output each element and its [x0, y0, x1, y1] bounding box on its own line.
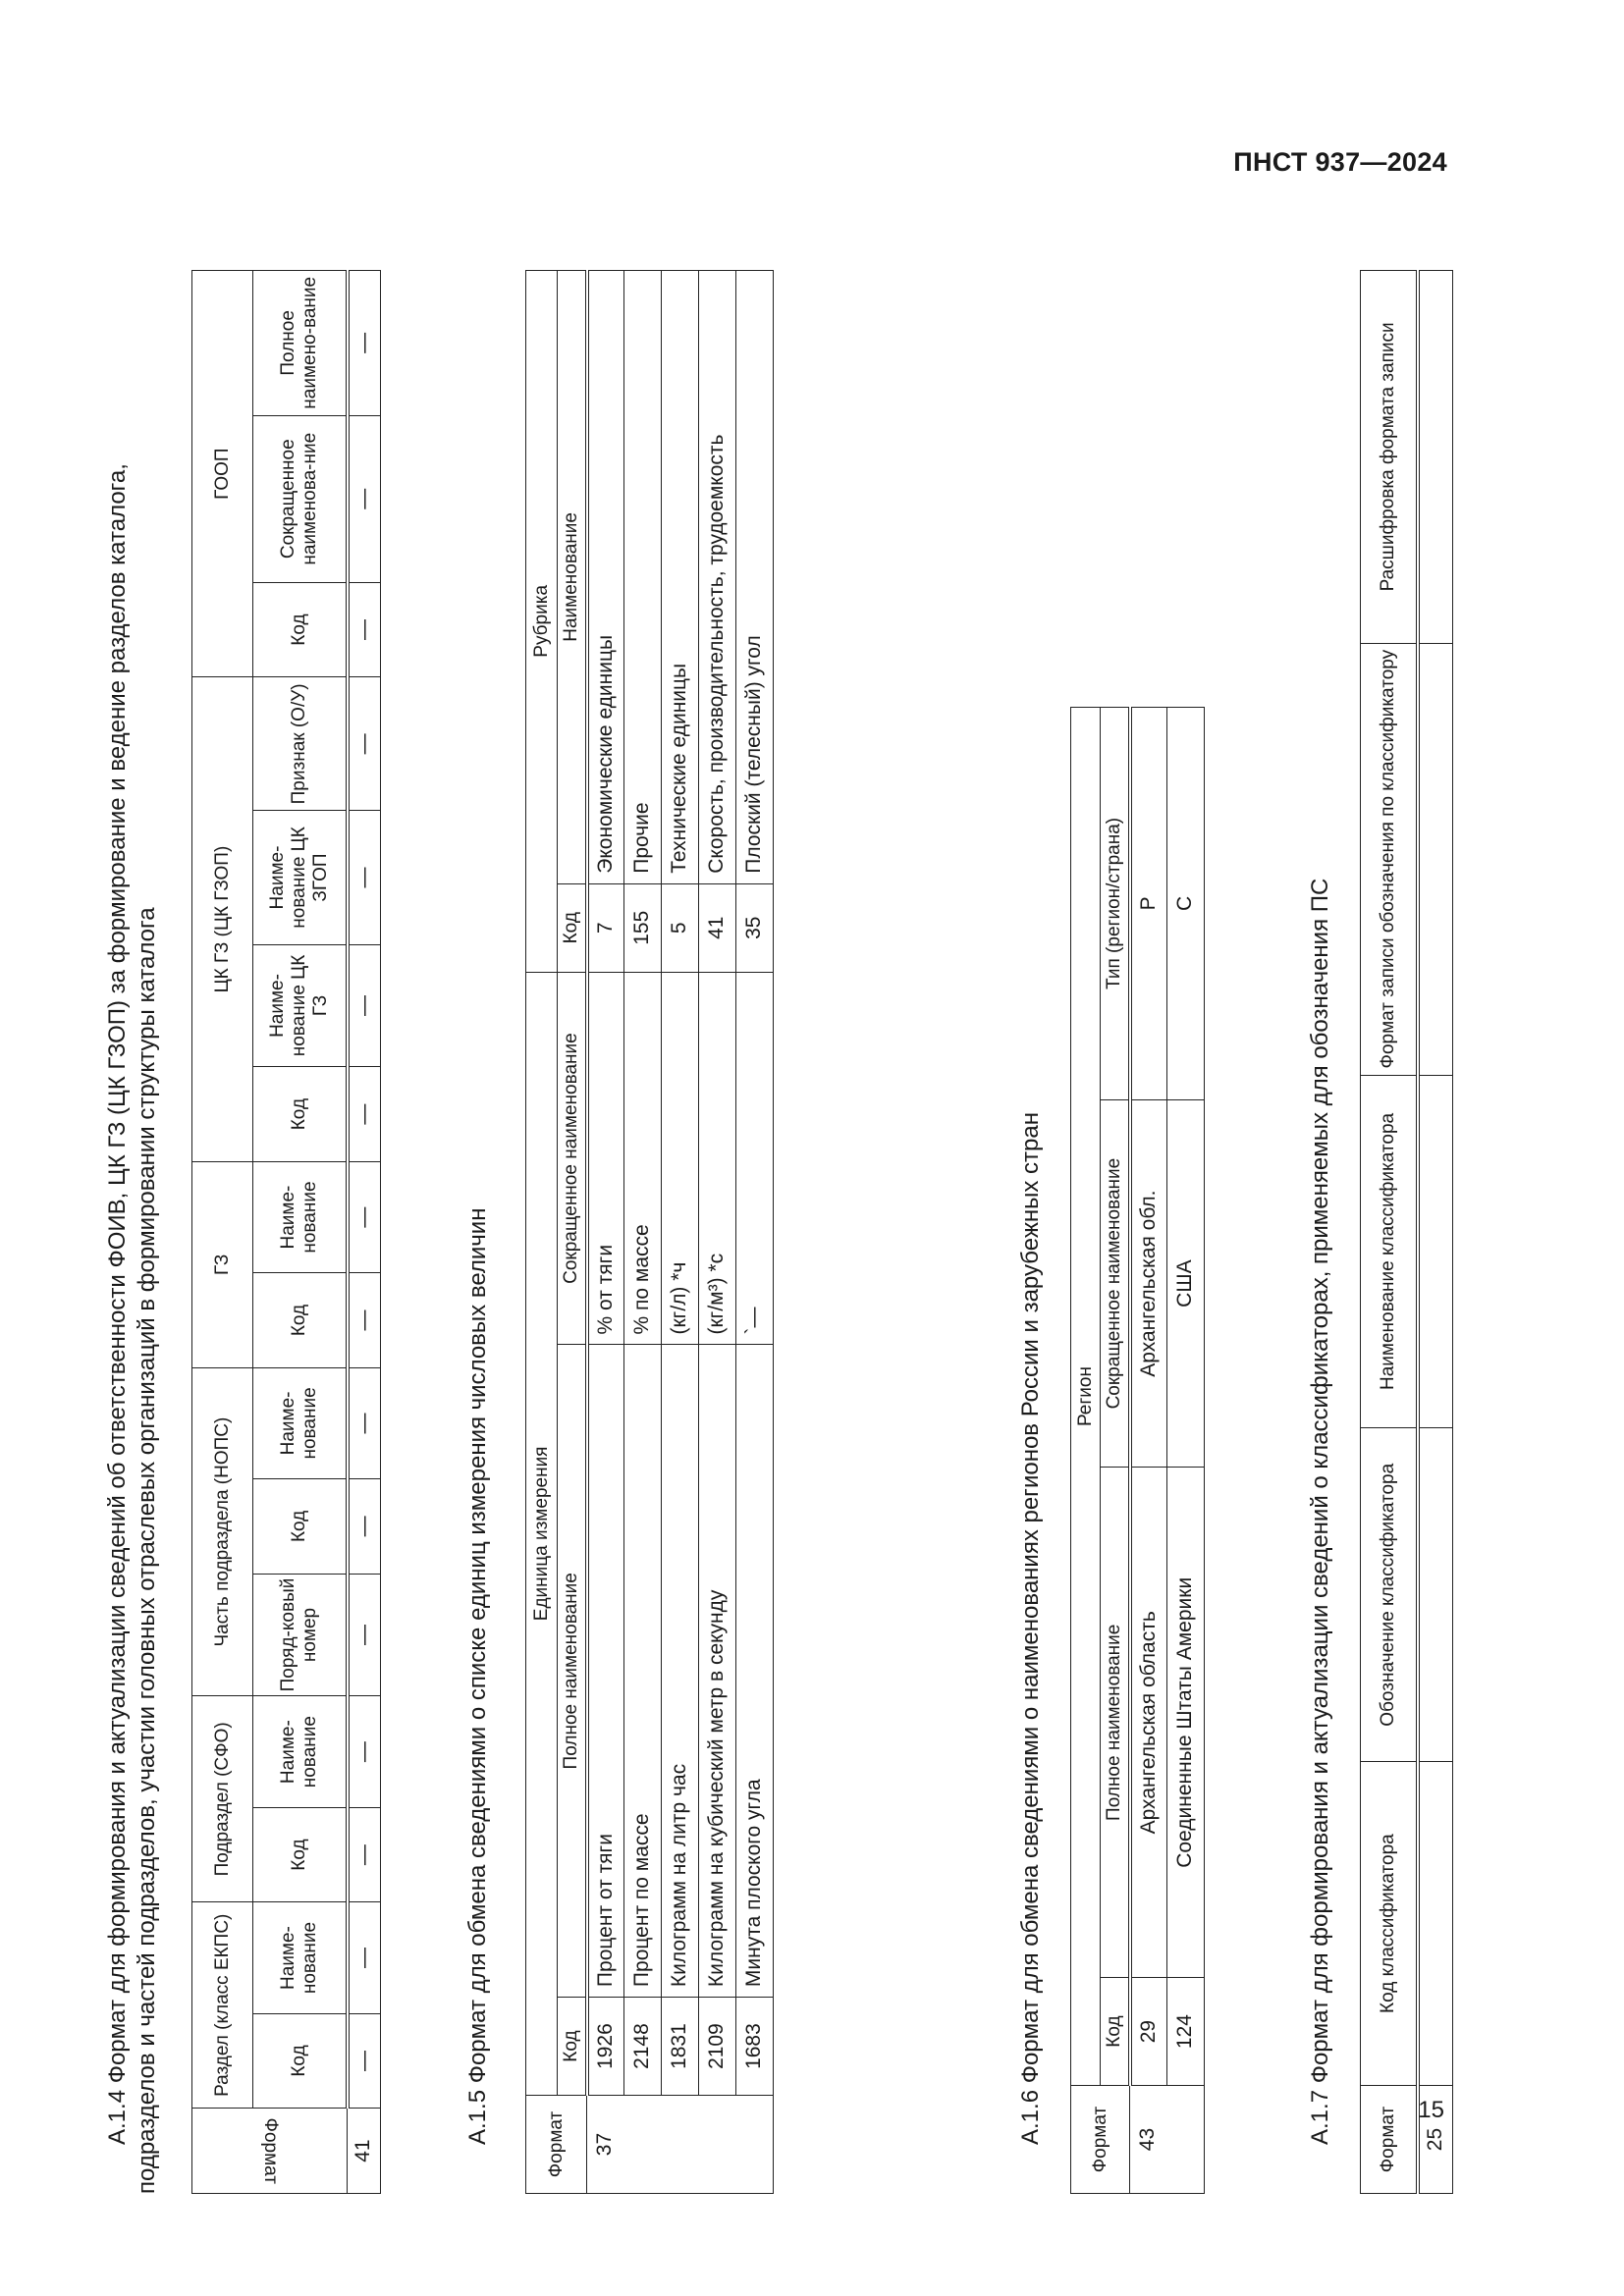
- a16-h-kod: Код: [1101, 1978, 1130, 2086]
- a15-kod: 1926: [587, 1998, 624, 2096]
- a15-rkod: 5: [662, 883, 699, 972]
- a15-kod: 1831: [662, 1998, 699, 2096]
- a16-type: Р: [1130, 708, 1167, 1100]
- a14-h-kod: Код: [253, 2013, 348, 2108]
- caption-a14-line1: А.1.4 Формат для формирования и актуализации сведений об ответственности ФОИВ, ЦК ГЗ (ЦК ГЗОП) за формирование и ведение разделов каталога,: [104, 463, 131, 2145]
- page-number: 15: [1418, 2097, 1444, 2123]
- a15-rname: Скорость, производительность, трудоемкость: [699, 271, 736, 884]
- a16-short: Архангельская обл.: [1130, 1099, 1167, 1468]
- a15-rname: Технические единицы: [662, 271, 699, 884]
- a15-rkod: 7: [587, 883, 624, 972]
- a14-h-kod: Код: [253, 1273, 348, 1367]
- a14-h-kod: Код: [253, 1479, 348, 1574]
- a14-header-chast: Часть подраздела (НОПС): [192, 1367, 253, 1696]
- caption-a14-line2: подразделов и частей подразделов, участии головных отраслевых организаций в формировании структуры каталога: [134, 907, 160, 2194]
- a15-full: Процент по массе: [624, 1345, 662, 1998]
- caption-a16: А.1.6 Формат для обмена сведениями о наименованиях регионов России и зарубежных стран: [1017, 1112, 1044, 2145]
- table-a15: [525, 270, 774, 2194]
- a14-cell: —: [348, 415, 381, 582]
- a16-format-cell: 43: [1130, 2086, 1205, 2194]
- a14-cell: —: [348, 1807, 381, 1901]
- a14-cell: —: [348, 582, 381, 676]
- a15-h-rkod: Код: [558, 883, 587, 972]
- caption-a15: А.1.5 Формат для обмена сведениями о списке единиц измерения числовых величин: [464, 1207, 491, 2145]
- a15-rname: Плоский (телесный) угол: [736, 271, 774, 884]
- a14-cell: —: [348, 1479, 381, 1574]
- a15-rname: Экономические единицы: [587, 271, 624, 884]
- a17-h-naim: Наименование классификатора: [1361, 1075, 1418, 1428]
- a15-kod: 1683: [736, 1998, 774, 2096]
- a14-h-naim: Наиме-нование: [253, 1902, 348, 2013]
- a16-full: Соединенные Штаты Америки: [1167, 1468, 1205, 1978]
- a14-h-kod: Код: [253, 1067, 348, 1161]
- a15-short: (кг/м³) *с: [699, 972, 736, 1345]
- a14-header-razdel: Раздел (класс ЕКПС): [192, 1902, 253, 2109]
- a14-h-priznak: Признак (О/У): [253, 677, 348, 811]
- a17-h-rassh: Расшифровка формата записи: [1361, 271, 1418, 644]
- table-a17: [1360, 270, 1453, 2194]
- a14-cell: —: [348, 677, 381, 811]
- a15-header-unit: Единица измерения: [526, 972, 558, 2095]
- a15-h-short: Сокращенное наименование: [558, 972, 587, 1345]
- a16-type: С: [1167, 708, 1205, 1100]
- a15-h-full: Полное наименование: [558, 1345, 587, 1998]
- a14-h-polnoe: Полное наимено-вание: [253, 271, 348, 416]
- a16-header-format: Формат: [1071, 2086, 1130, 2194]
- a14-h-sokr: Сокращенное наименова-ние: [253, 415, 348, 582]
- a15-full: Килограмм на литр час: [662, 1345, 699, 1998]
- a17-cell: [1418, 643, 1453, 1075]
- a17-cell: [1418, 271, 1453, 644]
- a15-short: % от тяги: [587, 972, 624, 1345]
- table-a16: [1070, 707, 1205, 2194]
- a15-full: Процент от тяги: [587, 1345, 624, 1998]
- a17-h-oboz: Обозначение классификатора: [1361, 1428, 1418, 1762]
- a15-short: `—: [736, 972, 774, 1345]
- rotated-content: [103, 236, 1458, 2194]
- a16-short: США: [1167, 1099, 1205, 1468]
- a15-header-format: Формат: [526, 2096, 587, 2194]
- a14-h-naim-ckgzop: Наиме-нование ЦК ЗГОП: [253, 811, 348, 944]
- a14-cell: —: [348, 1696, 381, 1807]
- a14-header-format: Формат: [192, 2109, 348, 2194]
- a17-cell: [1418, 1075, 1453, 1428]
- a14-cell: —: [348, 944, 381, 1067]
- a17-h-kod: Код классификатора: [1361, 1762, 1418, 2086]
- a15-rkod: 41: [699, 883, 736, 972]
- a14-h-kod: Код: [253, 582, 348, 676]
- a16-h-type: Тип (регион/страна): [1101, 708, 1130, 1100]
- a14-h-naim: Наиме-нование: [253, 1161, 348, 1272]
- a15-h-name: Наименование: [558, 271, 587, 884]
- a14-h-naim: Наиме-нование: [253, 1367, 348, 1478]
- a16-kod: 124: [1167, 1978, 1205, 2086]
- a17-h-zapis: Формат записи обозначения по классификатору: [1361, 643, 1418, 1075]
- a15-full: Килограмм на кубический метр в секунду: [699, 1345, 736, 1998]
- a14-cell: —: [348, 1574, 381, 1696]
- a14-h-kod: Код: [253, 1807, 348, 1901]
- a14-header-gz: ГЗ: [192, 1161, 253, 1367]
- a16-h-full: Полное наименование: [1101, 1468, 1130, 1978]
- a14-cell: —: [348, 1273, 381, 1367]
- a16-header-region: Регион: [1071, 708, 1101, 2086]
- a15-h-kod: Код: [558, 1998, 587, 2096]
- caption-a17: А.1.7 Формат для формирования и актуализации сведений о классификаторах, применяемых для обозначения ПС: [1307, 878, 1333, 2145]
- a14-row-format: 41: [348, 2109, 381, 2194]
- caption-a14: [103, 236, 162, 2194]
- a15-rname: Прочие: [624, 271, 662, 884]
- a14-h-poryad: Поряд-ковый номер: [253, 1574, 348, 1696]
- a14-h-naim-ckgz: Наиме-нование ЦК ГЗ: [253, 944, 348, 1067]
- a16-kod: 29: [1130, 1978, 1167, 2086]
- a14-cell: —: [348, 1067, 381, 1161]
- a16-full: Архангельская область: [1130, 1468, 1167, 1978]
- a14-cell: —: [348, 2013, 381, 2108]
- a15-kod: 2109: [699, 1998, 736, 2096]
- a14-header-podrazdel: Подраздел (СФО): [192, 1696, 253, 1902]
- a14-cell: —: [348, 811, 381, 944]
- a14-h-naim: Наиме-нование: [253, 1696, 348, 1807]
- a14-cell: —: [348, 271, 381, 416]
- a14-header-goop: ГООП: [192, 271, 253, 677]
- table-a14: [191, 270, 381, 2194]
- a15-full: Минута плоского угла: [736, 1345, 774, 1998]
- a15-format-cell: 37: [587, 2096, 774, 2194]
- a14-cell: —: [348, 1367, 381, 1478]
- a14-cell: —: [348, 1902, 381, 2013]
- a17-cell: [1418, 1428, 1453, 1762]
- a15-kod: 2148: [624, 1998, 662, 2096]
- document-id: ПНСТ 937—2024: [1233, 147, 1447, 177]
- a14-header-ckgz: ЦК ГЗ (ЦК ГЗОП): [192, 677, 253, 1162]
- a15-short: % по массе: [624, 972, 662, 1345]
- a15-rkod: 35: [736, 883, 774, 972]
- a15-header-rubrika: Рубрика: [526, 271, 558, 973]
- a15-short: (кг/л) *ч: [662, 972, 699, 1345]
- a17-format-cell: 25: [1418, 2086, 1453, 2194]
- a17-cell: [1418, 1762, 1453, 2086]
- a15-rkod: 155: [624, 883, 662, 972]
- a17-h-format: Формат: [1361, 2086, 1418, 2194]
- a16-h-short: Сокращенное наименование: [1101, 1099, 1130, 1468]
- a14-cell: —: [348, 1161, 381, 1272]
